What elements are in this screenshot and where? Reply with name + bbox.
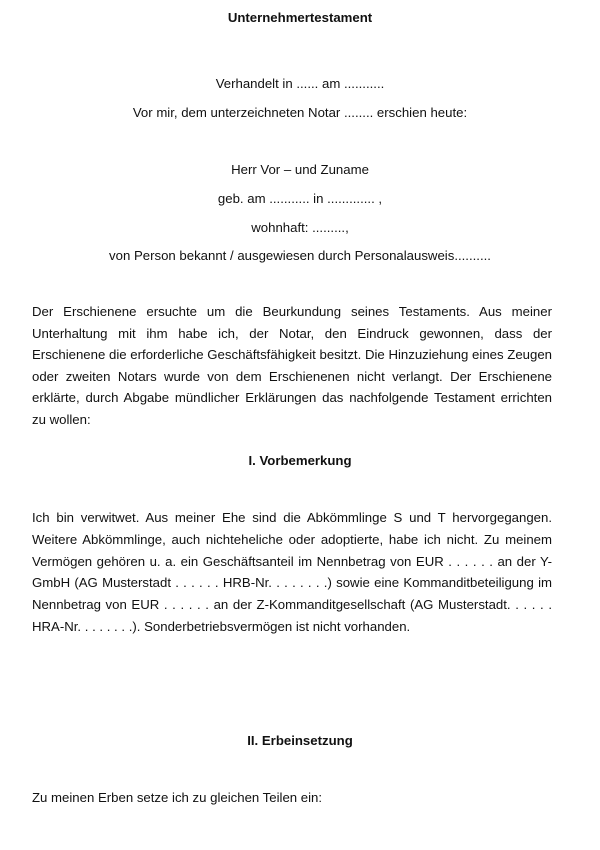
- identification-line: von Person bekannt / ausgewiesen durch Personalausweis..........: [109, 248, 491, 263]
- notary-line: Vor mir, dem unterzeichneten Notar ........ erschien heute:: [132, 105, 468, 120]
- section-heading-vorbemerkung: I. Vorbemerkung: [248, 453, 352, 468]
- erbeinsetzung-paragraph: Zu meinen Erben setze ich zu gleichen Teilen ein:: [32, 790, 323, 805]
- negotiated-line: Verhandelt in ...... am ...........: [215, 76, 385, 91]
- vorbemerkung-paragraph: Ich bin verwitwet. Aus meiner Ehe sind die Abkömmlinge S und T hervorgegangen. Weitere Abkömmlinge, auch nichteheliche oder adoptierte, habe ich nicht. Zu meinem Vermögen gehören u. a. ein Geschäftsanteil im Nennbetrag von EUR . . . . . . an der Y-GmbH (AG Musterstadt . . . . . . HRB-Nr. . . . . . . .) sowie eine Kommanditbeteiligung im Nennbetrag von EUR . . . . . . an der Z-Kommanditgesellschaft (AG Musterstadt. . . . . . HRA-Nr. . . . . . . .). Sonderbetriebsvermögen ist nicht vorhanden.: [32, 510, 552, 634]
- section-heading-erbeinsetzung: II. Erbeinsetzung: [247, 733, 353, 748]
- document-title: Unternehmertestament: [227, 10, 373, 25]
- birth-line: geb. am ........... in ............. ,: [217, 191, 383, 206]
- person-name-line: Herr Vor – und Zuname: [231, 162, 369, 177]
- intro-paragraph: Der Erschienene ersuchte um die Beurkundung seines Testaments. Aus meiner Unterhaltung mit ihm habe ich, der Notar, den Eindruck gewonnen, dass der Erschienene die erforderliche Geschäftsfähigkeit besitzt. Die Hinzuziehung eines Zeugen oder zweiten Notars wurde von dem Erschienenen nicht verlangt. Der Erschienene erklärte, durch Abgabe mündlicher Erklärungen das nachfolgende Testament errichten zu wollen:: [32, 304, 552, 427]
- residence-line: wohnhaft: .........,: [251, 220, 349, 235]
